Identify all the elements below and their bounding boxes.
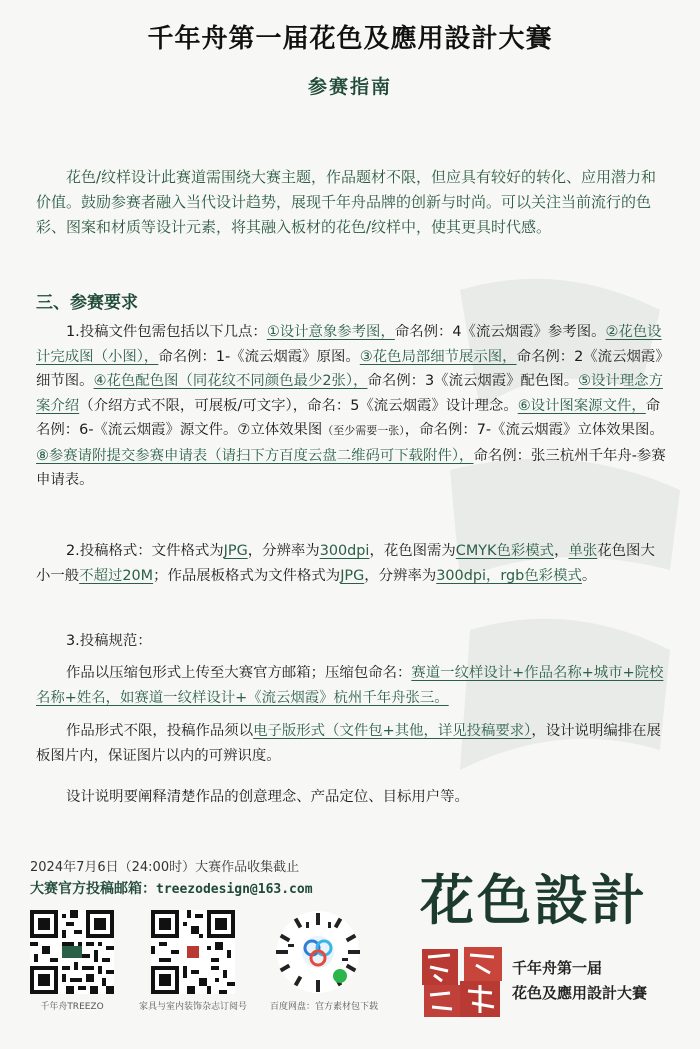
req1-text: 命名例：2《流云烟霞》细节图。 [36,348,663,389]
requirement-3-paragraph-3: 设计说明要阐释清楚作品的创意理念、产品定位、目标用户等。 [66,789,469,805]
req2-text: ；作品展板格式为文件格式为 [153,567,341,584]
req3-highlight: 电子版形式（文件包+其他，详见投稿要求） [253,723,532,739]
req2-text: ，分辨率为 [364,567,437,584]
page-title: 千年舟第一届花色及應用設計大賽 [147,24,553,54]
req2-text: ， [554,543,569,559]
qr-code-baidu-pan[interactable] [270,910,379,1012]
qr-code-icon [30,910,114,994]
req3-text: 作品形式不限，投稿作品须以 [66,723,254,739]
qr-code-icon [151,910,235,994]
intro-paragraph: 花色/纹样设计此赛道需围绕大赛主题，作品题材不限，但应具有较好的转化、应用潜力和价值。鼓励参赛者融入当代设计趋势，展现千年舟品牌的创新与时尚。可以关注当前流行的色彩、图案和材质等设计元素，将其融入板材的花色/纹样中，使其更具时代感。 [36,168,657,236]
req1-text: ，命名例：7-《流云烟霞》立体效果图。 [404,422,664,438]
page-subtitle: 参赛指南 [307,76,392,98]
qr-code-treezo[interactable] [24,910,120,1012]
requirement-1 [36,320,668,493]
req2-highlight: 300dpi [319,543,370,559]
req1-text: 命名例：6-《流云烟霞》源文件。⑦立体效果图 [36,397,661,438]
req3-text: 作品以压缩包形式上传至大赛官方邮箱；压缩包命名： [66,665,412,681]
req1-highlight-8: ⑧参赛请附提交参赛申请表（请扫下方百度云盘二维码可下载附件）， [36,447,474,464]
mini-program-code-icon [276,910,360,994]
seal-logo-icon [420,945,504,1019]
req2-text: 。 [581,567,597,584]
req1-text: 命名例：1-《流云烟霞》原图。 [158,348,360,365]
req1-text: 命名例：张三杭州千年舟-参赛申请表。 [36,447,666,488]
requirement-3-paragraph-1 [36,661,668,710]
req2-highlight: CMYK色彩模式 [455,543,555,559]
req1-highlight-1: ①设计意象参考图， [266,324,395,340]
req1-text: 命名例：3《流云烟霞》配色图。 [367,373,579,389]
email-line [30,878,313,898]
req2-highlight: JPG [340,567,365,584]
req2-text: 花色图大小一般 [36,543,655,584]
deadline-text: 2024年7月6日（24:00时）大赛作品收集截止 [30,860,300,875]
competition-line-2: 花色及應用設計大賽 [512,984,648,1002]
req1-text: 命名例：4《流云烟霞》参考图。 [394,324,606,340]
email-link[interactable]: treezodesign@163.com [156,882,313,897]
requirement-3-heading: 3.投稿规范： [66,633,152,649]
req1-text: （介绍方式不限，可展板/可文字），命名：5《流云烟霞》设计理念。 [79,397,518,414]
req1-small-note: （至少需要一张） [322,424,405,437]
req2-highlight: 300dpi，rgb色彩模式 [436,567,582,584]
brand-title: 花色設計 [420,868,648,932]
competition-line-1: 千年舟第一届 [512,959,603,977]
email-label: 大赛官方投稿邮箱： [30,881,156,897]
req3-highlight: 赛道一纹样设计+作品名称+城市+院校名称+姓名，如赛道一纹样设计+《流云烟霞》杭州千年舟张三。 [36,665,664,706]
req2-text: ，花色图需为 [369,543,456,559]
qr-code-magazine[interactable] [138,910,248,1012]
section-title: 三、参赛要求 [36,293,138,313]
requirement-3-paragraph-2 [36,719,668,768]
qr-caption: 家具与室内装饰杂志订阅号 [138,1002,247,1012]
req1-highlight-3: ③花色局部细节展示图， [359,348,517,365]
req2-text: ，分辨率为 [247,543,320,559]
req2-highlight: 单张 [568,543,598,559]
req1-highlight-5: ⑤设计理念方案介绍 [36,373,663,414]
req1-highlight-6: ⑥设计图案源文件， [517,397,646,414]
qr-caption: 百度网盘：官方素材包下载 [270,1002,379,1012]
requirement-2 [36,539,668,588]
req2-text: 2.投稿格式：文件格式为 [66,543,224,559]
req2-highlight: JPG [223,543,248,559]
req1-highlight-2: ②花色设计完成图（小图）， [36,324,662,365]
req3-text: ，设计说明编排在展板图片内，保证图片以内的可辨识度。 [36,723,661,764]
qr-caption: 千年舟TREEZO [40,1002,104,1012]
req1-highlight-4: ④花色配色图（同花纹不同颜色最少2张）， [93,373,368,389]
req1-text: 1.投稿文件包需包括以下几点： [66,324,267,340]
req2-highlight: 不超过20M [79,567,154,584]
